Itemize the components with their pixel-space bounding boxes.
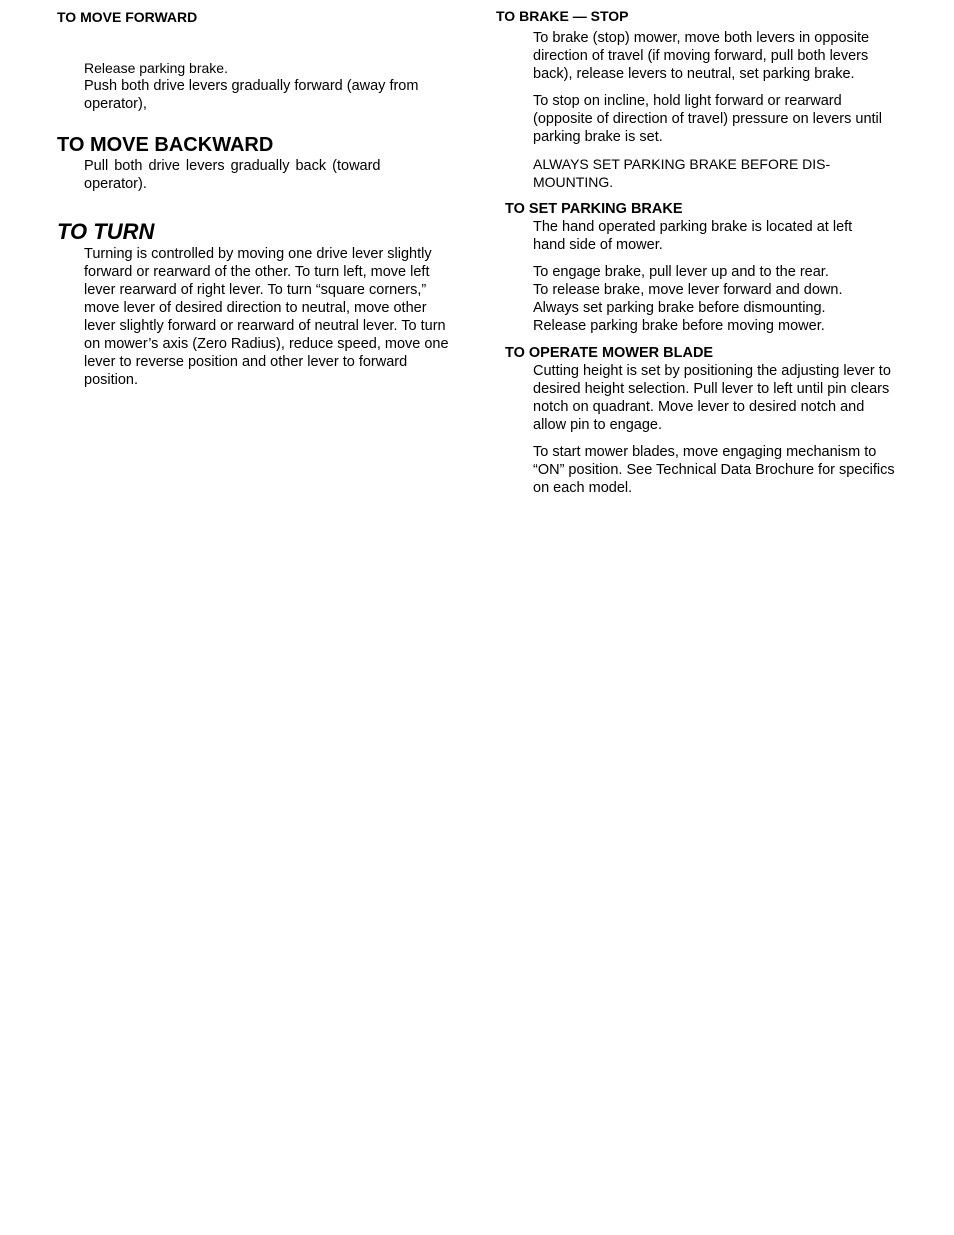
parking-line-4: Release parking brake before moving mower. [533,318,825,334]
right-column [496,8,906,497]
parking-line-1: To engage brake, pull lever up and to the rear. [533,264,829,280]
heading-move-backward: TO MOVE BACKWARD [57,134,274,156]
brake-stop-body [533,29,906,191]
blade-para-2: To start mower blades, move engaging mechanism to “ON” position. See Technical Data Brochure for specifics on each model. [533,444,895,496]
mower-blade-body [533,362,906,497]
blade-para-1: Cutting height is set by positioning the adjusting lever to desired height selection. Pull lever to left until pin clears notch on quadrant. Move lever to desired notch and allow pin to engage. [533,363,891,433]
brake-para-2: To stop on incline, hold light forward or rearward (opposite of direction of travel) pressure on levers until parking brake is set. [533,93,882,145]
heading-brake-stop: TO BRAKE — STOP [496,8,629,24]
heading-move-forward: TO MOVE FORWARD [57,9,198,25]
heading-operate-mower-blade: TO OPERATE MOWER BLADE [505,345,714,361]
brake-para-1: To brake (stop) mower, move both levers in opposite direction of travel (if moving forward, pull both levers back), release levers to neutral, set parking brake. [533,30,870,82]
move-forward-body [84,59,457,113]
parking-lines [533,263,906,335]
forward-line-1: Release parking brake. [84,60,228,76]
parking-brake-body [533,218,906,335]
heading-set-parking-brake: TO SET PARKING BRAKE [505,201,683,217]
brake-warning: ALWAYS SET PARKING BRAKE BEFORE DIS-MOUNTING. [533,156,831,190]
heading-to-turn: TO TURN [57,219,155,244]
left-column [57,9,457,389]
parking-para-1: The hand operated parking brake is located at left hand side of mower. [533,219,853,253]
forward-line-2: Push both drive levers gradually forward (away from operator), [84,78,419,112]
to-turn-text: Turning is controlled by moving one drive lever slightly forward or rearward of the other. To turn left, move left lever rearward of right lever. To turn “square corners,” move lever of desired direction to neutral, move other lever slightly forward or rearward of neutral lever. To turn on mower’s axis (Zero Radius), reduce speed, move one lever to reverse position and other lever to forward position. [84,246,449,388]
move-backward-text: Pull both drive levers gradually back (toward operator). [84,158,381,192]
parking-line-3: Always set parking brake before dismounting. [533,300,826,316]
parking-line-2: To release brake, move lever forward and down. [533,282,843,298]
